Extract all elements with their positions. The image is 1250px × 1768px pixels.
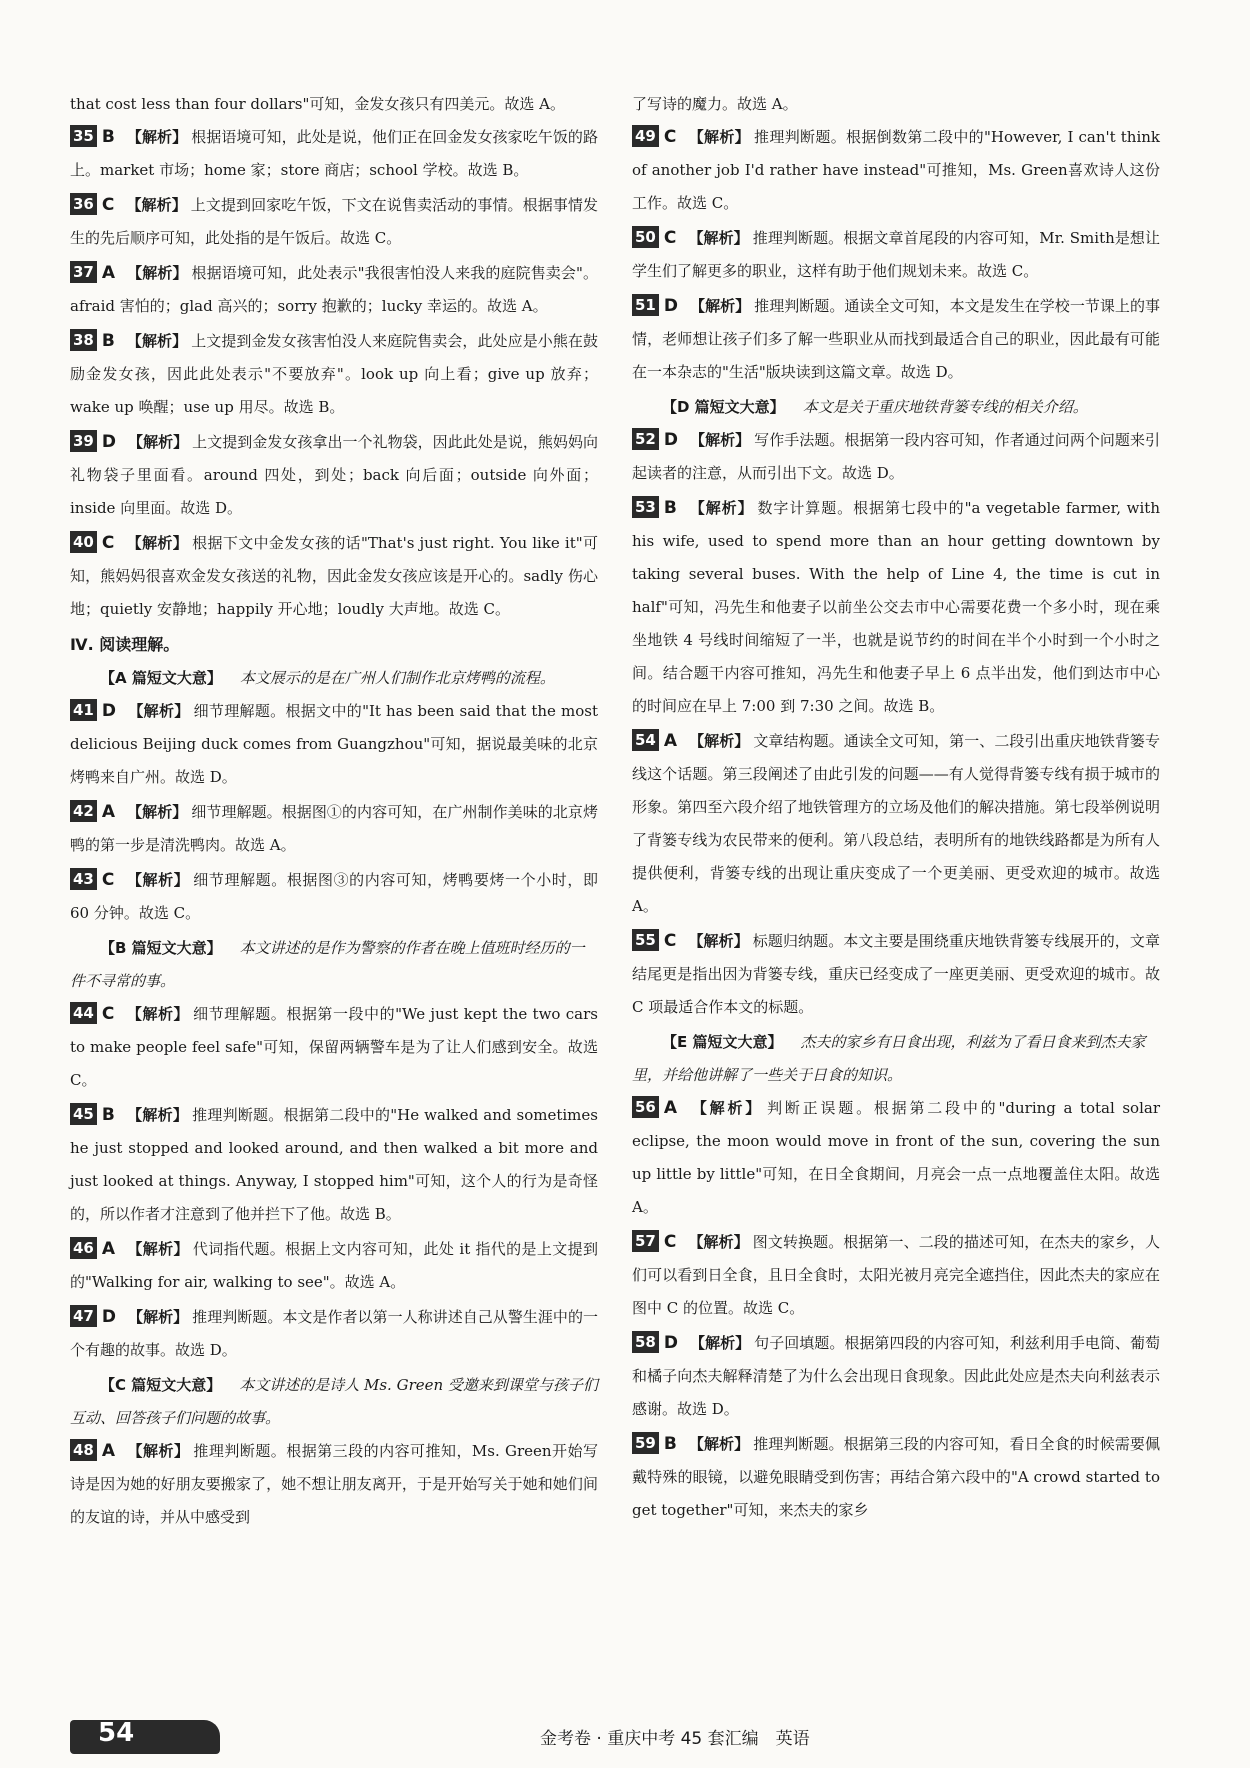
analysis-tag: 【解析】 — [688, 499, 754, 517]
question-number: 44 — [70, 1002, 97, 1024]
question-number: 58 — [632, 1331, 659, 1353]
answer-item — [632, 725, 1160, 923]
answer-item — [70, 426, 598, 525]
analysis-text: 数字计算题。根据第七段中的"a vegetable farmer, with his wife, used to spend more than an hour getting downtown by taking several buses. With the help of Line 4, the time is cut in half"可知，冯先生和他妻子以前坐公交去市中心需要花费一个多小时，现在乘坐地铁 4 号线时间缩短了一半，也就是说节约的时间在半个小时到一个小时之间。结合题干内容可推知，冯先生和他妻子早上 6 点半出发，他们到达市中心的时间应在早上 7:00 到 7:30 之间。故选 B。 — [632, 499, 1160, 715]
answer-item — [70, 189, 598, 255]
answer-letter: C — [663, 127, 677, 147]
analysis-text: 上文提到金发女孩拿出一个礼物袋，因此此处是说，熊妈妈向礼物袋子里面看。around 四处，到处；back 向后面；outside 向外面；inside 向里面。故选 D。 — [70, 433, 598, 517]
answer-letter: D — [101, 701, 116, 721]
analysis-text: 细节理解题。根据文中的"It has been said that the most delicious Beijing duck comes from Guangzhou"可知，据说最美味的北京烤鸭来自广州。故选 D。 — [70, 702, 598, 786]
answer-letter: A — [663, 731, 678, 751]
answer-letter: D — [101, 1307, 116, 1327]
analysis-text: 图文转换题。根据第一、二段的描述可知，在杰夫的家乡，人们可以看到日全食，且日全食时，太阳光被月亮完全遮挡住，因此杰夫的家应在图中 C 的位置。故选 C。 — [632, 1233, 1160, 1317]
analysis-tag: 【解析】 — [127, 264, 188, 282]
answer-item — [70, 257, 598, 323]
analysis-tag: 【解析】 — [690, 1334, 751, 1352]
analysis-tag: 【解析】 — [126, 534, 189, 552]
answer-letter: B — [101, 1105, 115, 1125]
analysis-tag: 【解析】 — [127, 803, 188, 821]
analysis-tag: 【解析】 — [690, 431, 751, 449]
answer-item — [632, 222, 1160, 288]
analysis-text: 推理判断题。本文是作者以第一人称讲述自己从警生涯中的一个有趣的故事。故选 D。 — [70, 1308, 598, 1359]
analysis-tag: 【解析】 — [128, 702, 190, 720]
question-number: 38 — [70, 329, 97, 351]
passage-summary — [632, 391, 1160, 424]
analysis-text: 推理判断题。根据第三段的内容可知，看日全食的时候需要佩戴特殊的眼镜，以避免眼睛受到伤害；再结合第六段中的"A crowd started to get together"可知，来杰夫的家乡 — [632, 1435, 1160, 1519]
analysis-text: 根据语境可知，此处表示"我很害怕没人来我的庭院售卖会"。afraid 害怕的；glad 高兴的；sorry 抱歉的；lucky 幸运的。故选 A。 — [70, 264, 598, 315]
analysis-text: 推理判断题。根据第二段中的"He walked and sometimes he just stopped and looked around, and then walked a bit more and just looked at things. Anyway, I stopped him"可知，这个人的行为是奇怪的，所以作者才注意到了他并拦下了他。故选 B。 — [70, 1106, 598, 1223]
question-number: 37 — [70, 261, 97, 283]
analysis-tag: 【解析】 — [126, 128, 188, 146]
analysis-tag: 【解析】 — [688, 1435, 750, 1453]
analysis-tag: 【解析】 — [126, 1005, 190, 1023]
analysis-text: 细节理解题。根据第一段中的"We just kept the two cars to make people feel safe"可知，保留两辆警车是为了让人们感到安全。故选 C。 — [70, 1005, 598, 1089]
question-number: 35 — [70, 125, 97, 147]
question-number: 48 — [70, 1439, 97, 1461]
question-number: 43 — [70, 868, 97, 890]
summary-title: 【A 篇短文大意】 — [100, 669, 222, 687]
analysis-text: 上文提到金发女孩害怕没人来庭院售卖会，此处应是小熊在鼓励金发女孩，因此此处表示"不要放弃"。look up 向上看；give up 放弃；wake up 唤醒；use up 用尽。故选 B。 — [70, 332, 598, 416]
summary-title: 【E 篇短文大意】 — [662, 1033, 783, 1051]
answer-letter: B — [663, 1434, 677, 1454]
question-number: 54 — [632, 729, 659, 751]
question-number: 36 — [70, 193, 97, 215]
passage-summary — [70, 1369, 598, 1435]
answer-item — [70, 325, 598, 424]
continued-text: 了写诗的魔力。故选 A。 — [632, 95, 798, 113]
question-number: 40 — [70, 531, 97, 553]
question-number: 47 — [70, 1305, 97, 1327]
question-number: 52 — [632, 428, 659, 450]
answer-letter: C — [101, 195, 115, 215]
analysis-text: 写作手法题。根据第一段内容可知，作者通过问两个问题来引起读者的注意，从而引出下文。故选 D。 — [632, 431, 1160, 482]
summary-text: 本文讲述的是诗人 Ms. Green 受邀来到课堂与孩子们互动、回答孩子们问题的故事。 — [70, 1376, 598, 1427]
answer-letter: C — [663, 1232, 677, 1252]
answer-item — [632, 1092, 1160, 1224]
analysis-text: 细节理解题。根据图③的内容可知，烤鸭要烤一个小时，即 60 分钟。故选 C。 — [70, 871, 598, 922]
analysis-tag: 【解析】 — [689, 732, 750, 750]
analysis-text: 文章结构题。通读全文可知，第一、二段引出重庆地铁背篓专线这个话题。第三段阐述了由此引发的问题——有人觉得背篓专线有损于城市的形象。第四至六段介绍了地铁管理方的立场及他们的解决措施。第七段举例说明了背篓专线为农民带来的便利。第八段总结，表明所有的地铁线路都是为所有人提供便利，背篓专线的出现让重庆变成了一个更美丽、更受欢迎的城市。故选 A。 — [632, 732, 1160, 915]
passage-summary — [632, 1026, 1160, 1092]
analysis-text: 推理判断题。根据倒数第二段中的"However, I can't think of another job I'd rather have instead"可推知，Ms. Green喜欢诗人这份工作。故选 C。 — [632, 128, 1160, 212]
answer-letter: B — [101, 331, 115, 351]
continued-text: that cost less than four dollars"可知，金发女孩只有四美元。故选 A。 — [70, 95, 565, 113]
answer-item — [632, 424, 1160, 490]
analysis-tag: 【解析】 — [688, 128, 751, 146]
left-column — [70, 88, 598, 1536]
answer-letter: C — [101, 1004, 115, 1024]
answer-item — [70, 527, 598, 626]
analysis-tag: 【解析】 — [128, 433, 189, 451]
right-column — [632, 88, 1160, 1529]
question-number: 55 — [632, 929, 659, 951]
passage-summary — [70, 662, 598, 695]
analysis-tag: 【解析】 — [126, 196, 187, 214]
analysis-tag: 【解析】 — [688, 932, 749, 950]
analysis-text: 标题归纳题。本文主要是围绕重庆地铁背篓专线展开的，文章结尾更是指出因为背篓专线，重庆已经变成了一座更美丽、更受欢迎的城市。故 C 项最适合作本文的标题。 — [632, 932, 1160, 1016]
answer-item — [632, 1428, 1160, 1527]
passage-summary — [70, 932, 598, 998]
analysis-tag: 【解析】 — [128, 1308, 189, 1326]
question-number: 57 — [632, 1230, 659, 1252]
question-number: 45 — [70, 1103, 97, 1125]
analysis-tag: 【解析】 — [688, 229, 749, 247]
summary-title: 【C 篇短文大意】 — [100, 1376, 222, 1394]
analysis-tag: 【解析】 — [689, 1099, 764, 1117]
answer-item — [632, 121, 1160, 220]
answer-letter: D — [101, 432, 116, 452]
analysis-text: 判断正误题。根据第二段中的"during a total solar eclipse, the moon would move in front of the sun, covering the sun up little by little"可知，在日全食期间，月亮会一点一点地覆盖住太阳。故选 A。 — [632, 1099, 1160, 1216]
answer-letter: C — [663, 931, 677, 951]
answer-item — [70, 1301, 598, 1367]
analysis-text: 上文提到回家吃午饭，下文在说售卖活动的事情。根据事情发生的先后顺序可知，此处指的是午饭后。故选 C。 — [70, 196, 598, 247]
analysis-text: 推理判断题。根据文章首尾段的内容可知，Mr. Smith是想让学生们了解更多的职业，这样有助于他们规划未来。故选 C。 — [632, 229, 1160, 280]
answer-item — [70, 1099, 598, 1231]
answer-item — [70, 864, 598, 930]
answer-letter: A — [101, 263, 116, 283]
question-number: 39 — [70, 430, 97, 452]
question-number: 42 — [70, 800, 97, 822]
analysis-text: 推理判断题。根据第三段的内容可推知，Ms. Green开始写诗是因为她的好朋友要搬家了，她不想让朋友离开，于是开始写关于她和她们间的友谊的诗，并从中感受到 — [70, 1442, 598, 1526]
answer-letter: C — [663, 228, 677, 248]
answer-letter: B — [101, 127, 115, 147]
question-number: 50 — [632, 226, 659, 248]
answer-item — [632, 925, 1160, 1024]
book-series-title: 金考卷 · 重庆中考 45 套汇编 英语 — [540, 1729, 810, 1749]
page-number: 54 — [98, 1718, 135, 1748]
summary-text: 杰夫的家乡有日食出现，利兹为了看日食来到杰夫家里，并给他讲解了一些关于日食的知识。 — [632, 1033, 1146, 1084]
summary-title: 【D 篇短文大意】 — [662, 398, 785, 416]
answer-letter: C — [101, 870, 115, 890]
analysis-text: 根据下文中金发女孩的话"That's just right. You like it"可知，熊妈妈很喜欢金发女孩送的礼物，因此金发女孩应该是开心的。sadly 伤心地；quietly 安静地；happily 开心地；loudly 大声地。故选 C。 — [70, 534, 598, 618]
answer-letter: D — [663, 430, 678, 450]
analysis-text: 根据语境可知，此处是说，他们正在回金发女孩家吃午饭的路上。market 市场；home 家；store 商店；school 学校。故选 B。 — [70, 128, 598, 179]
answer-item — [70, 121, 598, 187]
answer-item — [632, 290, 1160, 389]
summary-text: 本文是关于重庆地铁背篓专线的相关介绍。 — [802, 398, 1088, 416]
answer-letter: A — [101, 802, 116, 822]
answer-item — [632, 1327, 1160, 1426]
summary-text: 本文展示的是在广州人们制作北京烤鸭的流程。 — [239, 669, 555, 687]
answer-letter: D — [663, 1333, 678, 1353]
analysis-tag: 【解析】 — [126, 871, 190, 889]
analysis-text: 细节理解题。根据图①的内容可知，在广州制作美味的北京烤鸭的第一步是清洗鸭肉。故选 A。 — [70, 803, 598, 854]
analysis-text: 推理判断题。通读全文可知，本文是发生在学校一节课上的事情，老师想让孩子们多了解一些职业从而找到最适合自己的职业，因此最有可能在一本杂志的"生活"版块读到这篇文章。故选 D。 — [632, 297, 1160, 381]
analysis-tag: 【解析】 — [126, 1106, 189, 1124]
answer-item — [70, 1435, 598, 1534]
summary-text: 本文讲述的是作为警察的作者在晚上值班时经历的一件不寻常的事。 — [70, 939, 585, 990]
question-number: 46 — [70, 1237, 97, 1259]
analysis-tag: 【解析】 — [127, 1240, 189, 1258]
analysis-tag: 【解析】 — [690, 297, 751, 315]
analysis-tag: 【解析】 — [688, 1233, 749, 1251]
summary-title: 【B 篇短文大意】 — [100, 939, 222, 957]
page-number-badge — [70, 1720, 220, 1754]
answer-item — [70, 1233, 598, 1299]
page-footer — [70, 1720, 1180, 1760]
question-number: 53 — [632, 496, 659, 518]
answer-letter: D — [663, 296, 678, 316]
question-number: 51 — [632, 294, 659, 316]
answer-item — [70, 695, 598, 794]
question-number: 41 — [70, 699, 97, 721]
answer-item — [632, 492, 1160, 723]
question-number: 56 — [632, 1096, 659, 1118]
answer-letter: C — [101, 533, 115, 553]
answer-item — [632, 1226, 1160, 1325]
answer-item — [70, 796, 598, 862]
analysis-tag: 【解析】 — [127, 1442, 190, 1460]
analysis-text: 代词指代题。根据上文内容可知，此处 it 指代的是上文提到的"Walking for air, walking to see"。故选 A。 — [70, 1240, 598, 1291]
analysis-text: 句子回填题。根据第四段的内容可知，利兹利用手电筒、葡萄和橘子向杰夫解释清楚了为什么会出现日食现象。因此此处应是杰夫向利兹表示感谢。故选 D。 — [632, 1334, 1160, 1418]
question-number: 49 — [632, 125, 659, 147]
analysis-tag: 【解析】 — [126, 332, 188, 350]
question-number: 59 — [632, 1432, 659, 1454]
answer-item — [70, 998, 598, 1097]
answer-letter: A — [101, 1239, 116, 1259]
answer-letter: A — [663, 1098, 678, 1118]
section-heading: Ⅳ. 阅读理解。 — [70, 635, 180, 654]
answer-letter: B — [663, 498, 677, 518]
answer-letter: A — [101, 1441, 116, 1461]
